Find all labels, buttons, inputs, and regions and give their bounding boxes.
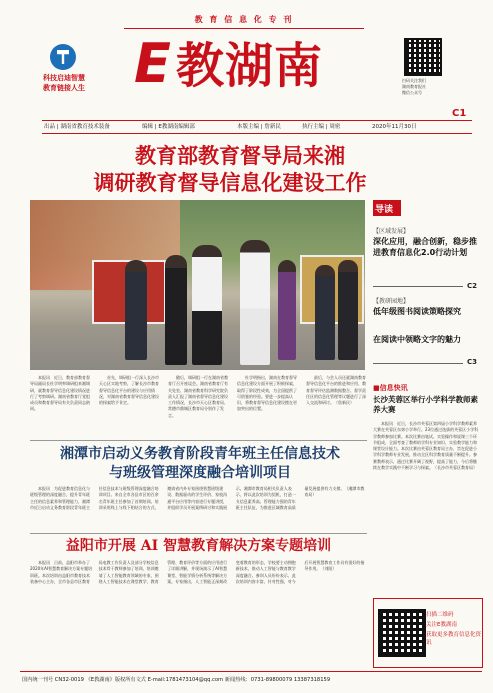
article2-paragraph: 本报讯 为促进教育信息化与班级管理的深度融合，提升青年班主任的信息素养和管理能力，湘潭市近日启动义务教育阶段青年班主任信息技术与班级管理深度融合培训项目。来自全市各县市区的百余名青年班主任参加了首期培训。培训采用线上与线下相结合的方式，邀请省内外专家围绕智慧班级建设、数据驱动的学生评价、家校沟通平台应用等内容进行专题讲授，并组织学员开展案例研讨和实践展示。湘潭市教育局相关负责人表示，将以此次培训为契机，打造一支信息素养高、管理能力强的青年班主任队伍，为推进区域教育高质量发展提供有力支撑。（湘潭市教育局） (30, 486, 365, 510)
info-publisher: 出品 | 湖南省教育技术装备 (44, 124, 110, 130)
news-paragraph: 本报讯 近日，长沙市芙蓉区第四届小学科学教师素养大赛在芙蓉区东郊小学举行。23位通过选拔的芙蓉区小学科学教师参加比赛。本次比赛由笔试、实验操作和说课三个环节组成，全面考查了教师的学科专业知识、实验教学能力和课堂设计能力。本次比赛由芙蓉区教育局主办，旨在促进小学科学教师专业发展，推动全区科学教育质量不断提升。参赛教师表示，通过比赛开阔了视野，提高了能力，今后将继续在教学实践中不断学习与探索。（长沙市芙蓉区教育局） (373, 421, 479, 471)
agency-logo (50, 44, 76, 70)
news-panel (373, 383, 481, 593)
qr-code[interactable] (404, 38, 442, 76)
guide-divider (373, 286, 463, 287)
guide-label: 导读 (375, 205, 394, 215)
news-body (373, 421, 479, 591)
lead-paragraph: 本报讯 近日，教育部教育督导局副局长杜学明率调研组来湘调研，就教育督导信息化建设情况进行了考察调研。湖南省教育厅党组成员和教育督导局有关负责同志陪同。 (30, 375, 90, 412)
footer-rule (20, 671, 482, 672)
photo-person (278, 260, 296, 360)
lead-headline-1: 教育部教育督导局来湘 (135, 143, 345, 168)
section-rule (30, 533, 367, 534)
guide-panel (373, 200, 481, 378)
lead-paragraph: 首先，调研组一行深入长沙市天心区实地考察，了解长沙市教育督导信息化平台的建设与应用情况，对湖南省教育督导信息化建设的探索给予肯定。 (99, 375, 159, 406)
qr-caption-3: 微信公众号 (402, 90, 422, 95)
lead-column-1 (30, 375, 90, 435)
article2-headline-1: 湘潭市启动义务教育阶段青年班主任信息技术 (60, 446, 340, 462)
guide-section-title: 在阅读中领略文字的魅力 (373, 335, 461, 344)
qr-caption-2: 湖南教育报社 (402, 84, 426, 89)
guide-section-title: 低年级图书阅读策略探究 (373, 307, 461, 316)
brand-e: E (134, 32, 171, 95)
lead-column-5 (306, 375, 366, 435)
article2-body (30, 486, 367, 531)
lead-column-4 (237, 375, 297, 435)
news-label: ■信息快讯 (373, 384, 408, 392)
info-executive: 执行主编 | 周密 (302, 124, 341, 130)
logo-mark-icon (57, 50, 69, 64)
guide-page-ref: C2 (467, 282, 478, 290)
brand-cn: 教湖南 (176, 38, 324, 94)
lead-column-3 (168, 375, 228, 435)
news-headline: 长沙芙蓉区举行小学科学教师素养大赛 (373, 395, 478, 414)
section-rule (30, 440, 367, 441)
guide-page-ref: C3 (467, 358, 478, 366)
logo-text-2: 教育链接人生 (43, 84, 85, 92)
info-bar (42, 120, 472, 134)
photo-person (125, 260, 147, 360)
info-chief: 本版主编 | 詹新民 (237, 124, 281, 130)
footer-text: 国内统一刊号 CN32-0019 《E教湖南》版权所有文式 E-mail:1781473104@qq.com 新闻热线：0731-89800079 13387318159 (22, 677, 331, 683)
promo-line-1: 扫描二维码 (426, 612, 454, 618)
brand-title (130, 32, 360, 96)
page-number: C1 (452, 108, 467, 119)
photo-person (338, 260, 358, 360)
photo-person (315, 265, 335, 360)
lead-paragraph: 最后，与会人员还就湖南教育督导信息化平台的推进和应用、教育督导评估监测数据整合、督学责任区的信息化管理等议题进行了深入交流和研讨。（詹新民） (306, 375, 366, 406)
guide-section-tag: 【教研园地】 (373, 298, 410, 305)
guide-section-tag: 【区域发展】 (373, 228, 410, 235)
lead-column-2 (99, 375, 159, 435)
qr-caption-1: 扫码关注我们 (402, 78, 426, 83)
promo-line-2: 关注E教湖南 (426, 622, 457, 628)
logo-text-1: 科技启迪智慧 (43, 74, 85, 82)
article3-paragraph: 本报讯 日前，益阳市举办了2020年AI智慧教育解决方案专题培训班。本次培训由益阳市教育技术装备中心主办，全市各县市区教育局电教工作负责人及部分学校信息技术骨干教师参加了培训。培训邀请了人工智能教育领域的专家，围绕人工智能技术在课堂教学、教育管理、教育评价等方面的应用进行了详细讲解，并现场演示了AI智慧课堂、智能学情分析系统等解决方案。专家指出，人工智能正深刻改变着教育的形态，学校要主动拥抱新技术，推动人工智能与教育教学深度融合。参训人员纷纷表示，此次培训内容丰富、针对性强，对今后开展智慧教育工作具有很好的指导作用。（刘阳） (30, 560, 365, 584)
lead-headline-2: 调研教育督导信息化建设工作 (93, 170, 367, 195)
info-date: 2020年11月30日 (372, 124, 417, 130)
article3-body (30, 560, 367, 668)
article2-headline-2: 与班级管理深度融合培训项目 (109, 465, 291, 481)
guide-divider (373, 363, 463, 364)
guide-section-title: 深化应用，融合创新，稳步推进教育信息化2.0行动计划 (373, 237, 477, 257)
lead-paragraph: 随后，调研组一行在湖南省教育厅召开座谈会。湖南省教育厅有关处室、湖南省教育科学研究院负责人汇报了湖南省督导信息化建设工作情况，长沙市天心区教育局、常德市鼎城区教育局分别作了发言。 (168, 375, 228, 418)
photo-person (165, 255, 187, 365)
lead-paragraph: 杜学明指出，湖南在教育督导信息化建设方面开展了积极探索，取得了阶段性成效，为全国提供了可借鉴的经验。要进一步提高认识，将教育督导信息化建设摆在更加突出的位置。 (237, 375, 297, 412)
article3-headline: 益阳市开展 AI 智慧教育解决方案专题培训 (65, 538, 332, 554)
tagline-rule (124, 28, 364, 29)
promo-qr-code[interactable] (378, 609, 426, 657)
masthead-tagline: 教 育 信 息 化 专 刊 (194, 15, 294, 24)
info-editor: 编辑 | E教湖南编辑部 (142, 124, 195, 130)
lead-photo (30, 200, 365, 370)
photo-person (240, 240, 270, 365)
photo-person (192, 245, 222, 365)
promo-line-3: 获取更多教育信息化资讯 (426, 632, 482, 646)
promo-box (373, 598, 483, 668)
masthead (0, 0, 493, 119)
